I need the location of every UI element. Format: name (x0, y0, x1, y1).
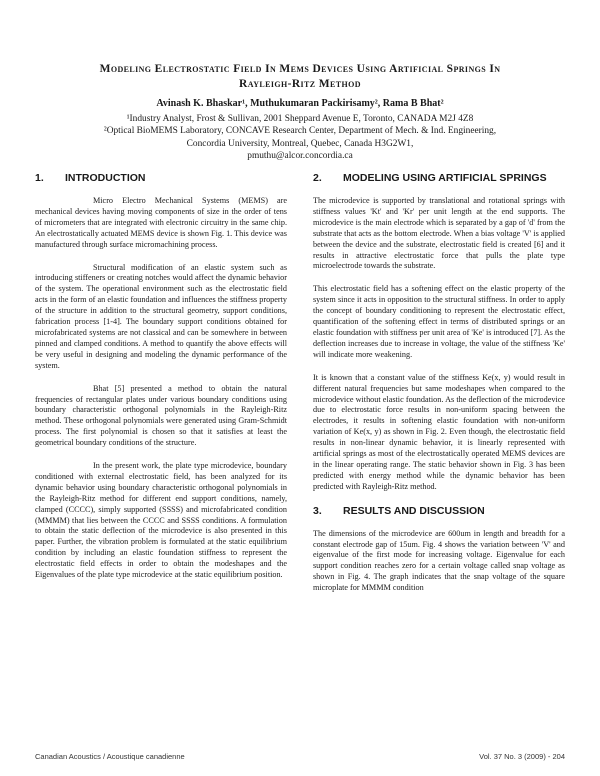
intro-paragraph-1: Micro Electro Mechanical Systems (MEMS) are mechanical devices having moving components of size in the order of tens of micrometers that are integrated with electronic circuitry in the same chip. An electrostatically actuated MEMS device is shown Fig. 1. This device was manufactured through surface micromachining process. (35, 196, 287, 249)
modeling-paragraph-1: The microdevice is supported by translational and rotational springs with stiffness values 'Kt' and 'Kr' per unit length at the end supports. The microdevice is the main electrode which is separated by a gap of 'd' from the substrate that acts as the bottom electrode. When a bias voltage 'V' is applied between the device and the substrate, electrostatic field is created [6] and it results in attractive electrostatic force that pulls the plate type microelectrode towards the substrate. (313, 196, 565, 271)
affiliation-3: Concordia University, Montreal, Quebec, Canada H3G2W1, (186, 138, 414, 149)
section-heading-introduction (35, 172, 287, 184)
modeling-paragraph-2: This electrostatic field has a softening effect on the elastic property of the system since it acts in opposition to the structural stiffness. In order to apply the concept of boundary conditioning to represent the electrostatic effect, quantification of the softening effect in terms of distributed springs or an elastic foundation with stiffness per unit area of 'Ke' is introduced [7]. As the deflection increases due to increase in voltage, the value of the stiffness 'Ke' will indicate more weakening. (313, 284, 565, 359)
affiliation-2: ²Optical BioMEMS Laboratory, CONCAVE Research Center, Department of Mech. & Ind. Engineering, (103, 126, 497, 137)
title-line-2: Rayleigh-Ritz Method (239, 78, 361, 90)
intro-paragraph-4: In the present work, the plate type microdevice, boundary conditioned with external electrostatic field, has been analyzed for its dynamic behavior using boundary characteristic orthogonal polynomials in the Rayleigh-Ritz method for different end support conditions, namely, clamped (CCCC), simply supported (SSSS) and microfabricated condition (MMMM) that lies between the CCCC and SSSS conditions. A formulation to obtain the static deflection of the microdevice is also presented in this paper. Further, the vibration problem is formulated at the static equilibrium condition by including an elastic foundation stiffness to represent the electrostatic field effects in order to obtain the modeshapes and the Eigenvalues of the plate type microdevice at the static equilibrium position. (35, 461, 287, 580)
affiliation-1: ¹Industry Analyst, Frost & Sullivan, 2001 Sheppard Avenue E, Toronto, CANADA M2J 4Z8 (126, 114, 474, 124)
title-line-1: Modeling Electrostatic Field In Mems Devices Using Artificial Springs In (99, 63, 501, 75)
results-paragraph-1: The dimensions of the microdevice are 600um in length and breadth for a constant electrode gap of 15um. Fig. 4 shows the variation between 'V' and eigenvalue of the first mode for increasing voltage. Eigenvalue for each support condition reaches zero for a certain voltage called snap voltage as shown in Fig. 4. The graph indicates that the snap voltage of the square microplate for MMMM condition (313, 528, 565, 593)
section-title: MODELING USING ARTIFICIAL SPRINGS (343, 172, 547, 184)
left-column (35, 172, 287, 593)
author-email: pmuthu@alcor.concordia.ca (247, 151, 353, 162)
section-number: 1. (35, 172, 44, 184)
footer-journal-name: Canadian Acoustics / Acoustique canadienne (35, 752, 185, 761)
section-heading-results (313, 505, 565, 517)
affiliations (40, 113, 560, 163)
right-column (313, 172, 565, 606)
section-title: INTRODUCTION (65, 172, 146, 184)
intro-paragraph-3: Bhat [5] presented a method to obtain the natural frequencies of rectangular plates under various boundary conditions using boundary characteristic orthogonal polynomials in the Rayleigh-Ritz method. These orthogonal polynomials were generated using Gram-Schmidt process. The first polynomial is chosen so that it satisfies at least the geometrical boundary conditions of the structure. (35, 383, 287, 448)
paper-title (40, 62, 560, 92)
footer-volume-page: Vol. 37 No. 3 (2009) - 204 (479, 752, 565, 761)
intro-paragraph-2: Structural modification of an elastic system such as introducing stiffeners or creating notches would affect the dynamic behavior of the system. The operational environment such as the electrostatic field acts in the form of an elastic foundation and influences the stiffness property of the structure in addition to the structural geometry, support conditions, fabrication process [1-4]. The boundary support conditions obtained for microfabricated systems are not classical and can be somewhere in between pinned and clamped conditions. A method to quantify the above effects will be very useful in designing and modeling the dynamic performance of the system. (35, 262, 287, 370)
section-heading-modeling (313, 172, 565, 184)
section-title: RESULTS AND DISCUSSION (343, 504, 485, 517)
author-list: Avinash K. Bhaskar¹, Muthukumaran Packirisamy², Rama B Bhat² (156, 98, 444, 109)
section-number: 2. (313, 172, 322, 184)
modeling-paragraph-3: It is known that a constant value of the stiffness Ke(x, y) would result in different natural frequencies but same modeshapes when compared to the microdevice without elastic foundation. As the deflection of the microdevice due to electrostatic force results in non-uniform spacing between the electrodes, it results in softening elastic foundation with non-uniform variation of Ke(x, y) as shown in Fig. 2. Even though, the electrostatic field results in non-linear dynamic behavior, it is linearly represented with artificial springs as most of the electrostatically operated MEMS devices are in the linear operating range. The static behavior shown in Fig. 3 has been predicted with energy method while the dynamic behavior has been predicted with Rayleigh-Ritz method. (313, 372, 565, 491)
section-number: 3. (313, 504, 322, 517)
